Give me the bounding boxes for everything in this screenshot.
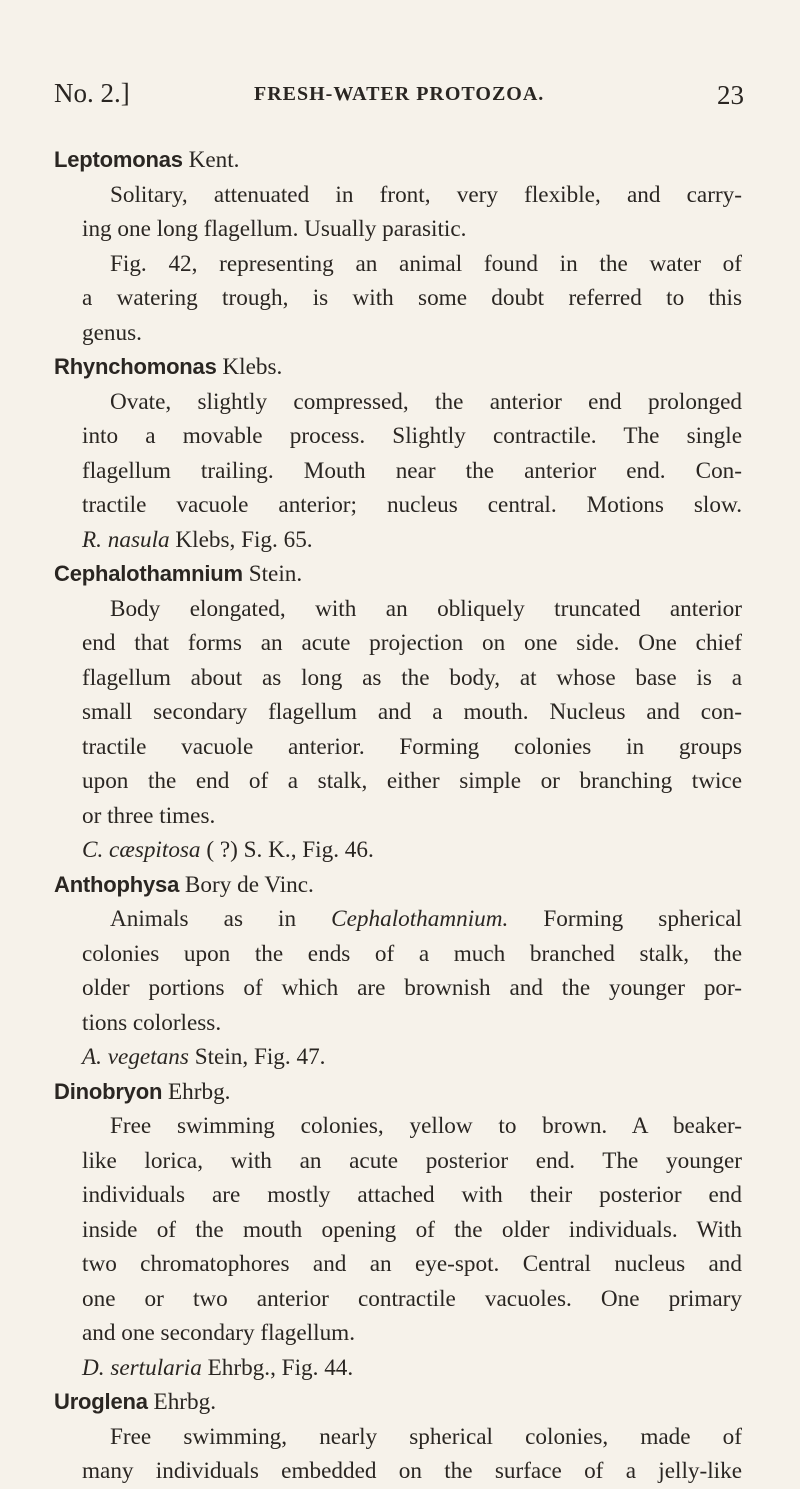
genus-name: Uroglena [54,1389,148,1414]
species-reference: Klebs, Fig. 65. [175,526,313,553]
species-line [54,1040,742,1075]
text-line: a watering trough, is with some doubt referred to this [82,285,742,311]
text-line: Free swimming colonies, yellow to brown. A beaker- [110,1113,742,1139]
text-line: and one secondary flagellum. [82,1320,355,1346]
genus-author: Klebs. [222,354,283,380]
genus-description [54,385,742,523]
species-name: A. vegetans [82,1044,189,1070]
text-line: flagellum about as long as the body, at whose base is a [82,664,742,691]
genus-name: Cephalothamnium [54,561,243,586]
species-reference: ( ?) S. K., Fig. 46. [206,837,374,863]
species-line [54,1351,742,1386]
genus-description [54,902,742,1040]
running-header [54,78,744,118]
text-fragment: Animals as in [110,906,297,932]
species-reference: Stein, Fig. 47. [194,1044,326,1070]
page-body [54,143,742,1489]
text-line: Body elongated, with an obliquely truncated anterior [110,595,742,622]
text-line: like lorica, with an acute posterior end. The younger [82,1147,742,1174]
text-line [82,902,742,937]
text-line: small secondary flagellum and a mouth. Nucleus and con- [82,699,742,725]
text-line: two chromatophores and an eye-spot. Central nucleus and [82,1251,742,1277]
genus-author: Ehrbg. [168,1078,231,1105]
genus-author: Ehrbg. [153,1389,217,1415]
text-line: colonies upon the ends of a much branched stalk, the [82,940,742,967]
text-line: older portions of which are brownish and the younger por- [82,975,742,1001]
genus-name: Rhynchomonas [54,354,217,379]
genus-description [54,1420,742,1489]
genus-author: Kent. [188,147,240,173]
genus-heading-dinobryon [54,1075,742,1110]
species-name: R. nasula [82,526,170,553]
species-line [54,833,742,868]
genus-name: Anthophysa [54,871,180,897]
genus-name: Dinobryon [54,1078,163,1104]
text-line: individuals are mostly attached with their posterior end [82,1182,742,1208]
text-line: tractile vacuole anterior; nucleus central. Motions slow. [82,492,742,518]
text-line: many individuals embedded on the surface of a jelly-like [82,1458,742,1484]
species-line [54,523,742,558]
genus-heading-cephalothamnium [54,557,742,592]
genus-heading-anthophysa [54,868,742,903]
text-line: into a movable process. Slightly contractile. The single [82,423,742,449]
text-line: upon the end of a stalk, either simple or branching twice [82,768,742,794]
text-line: end that forms an acute projection on one side. One chief [82,630,742,656]
text-line: ing one long flagellum. Usually parasitic. [82,216,467,242]
text-fragment: Forming spherical [543,906,743,932]
genus-author: Stein. [248,561,303,587]
text-line: Ovate, slightly compressed, the anterior end prolonged [110,388,742,415]
text-line: one or two anterior contractile vacuoles. One primary [82,1285,742,1312]
text-line: or three times. [82,802,216,829]
genus-heading-rhynchomonas [54,350,742,385]
text-line: tions colorless. [82,1009,222,1036]
running-title: FRESH-WATER PROTOZOA. [254,83,545,105]
issue-number: No. 2.] [54,78,130,108]
genus-author: Bory de Vinc. [184,871,314,898]
text-line: tractile vacuole anterior. Forming colonies in groups [82,733,742,760]
genus-reference: Cephalothamnium. [331,906,509,932]
species-reference: Ehrbg., Fig. 44. [207,1354,354,1381]
genus-name: Leptomonas [54,147,183,172]
species-name: D. sertularia [82,1354,202,1381]
text-line: genus. [82,319,142,346]
genus-heading-leptomonas [54,143,742,178]
page-number: 23 [717,80,744,110]
genus-heading-uroglena [54,1385,742,1420]
species-name: C. cæspitosa [82,837,201,863]
text-line: Solitary, attenuated in front, very flexible, and carry- [110,181,742,208]
text-line: Fig. 42, representing an animal found in the water of [110,250,742,277]
text-line: inside of the mouth opening of the older individuals. With [82,1216,742,1243]
text-line: Free swimming, nearly spherical colonies, made of [110,1423,742,1450]
genus-description [54,592,742,834]
genus-description [54,1109,742,1351]
genus-description [54,178,742,351]
text-line: flagellum trailing. Mouth near the anterior end. Con- [82,457,742,484]
